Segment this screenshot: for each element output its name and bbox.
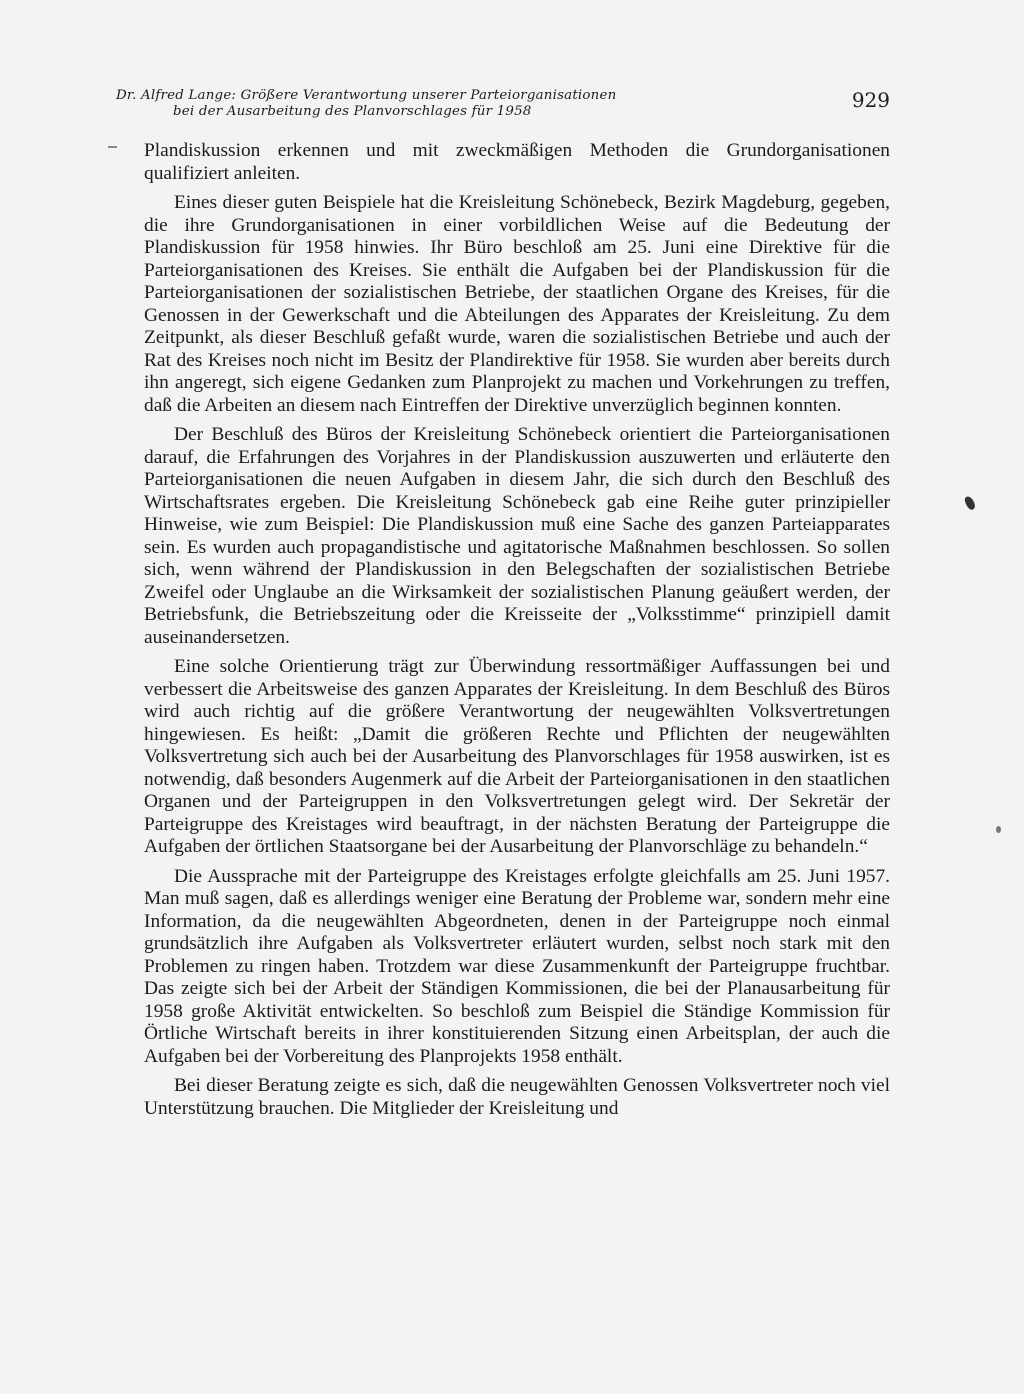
paragraph: Eines dieser guten Beispiele hat die Kreisleitung Schönebeck, Bezirk Magdeburg, gegeben, die ihre Grundorganisationen in einer vorbildlichen Weise auf die Bedeutung der Plandiskussion für 1958 hinwies. Ihr Büro beschloß am 25. Juni eine Direktive für die Parteiorganisationen des Kreises. Sie enthält die Aufgaben bei der Plandiskussion für die Parteiorganisationen der sozialistischen Betriebe, der staatlichen Organe des Kreises, für die Genossen in der Gewerkschaft und die Abteilungen des Apparates der Kreisleitung. Zu dem Zeitpunkt, als dieser Beschluß gefaßt wurde, waren die sozialistischen Betriebe und auch der Rat des Kreises noch nicht im Besitz der Plandirektive für 1958. Sie wurden aber bereits durch ihn angeregt, sich eigene Gedanken zum Planprojekt zu machen und Vorkehrungen zu treffen, daß die Arbeiten an diesem nach Eintreffen der Direktive unverzüglich beginnen konnten. [144,192,890,416]
paragraph: Die Aussprache mit der Parteigruppe des Kreistages erfolgte gleichfalls am 25. Juni 1957. Man muß sagen, daß es allerdings weniger eine Beratung der Probleme war, sondern mehr eine Information, da die neugewählten Abgeordneten, denen in der Parteigruppe noch einmal grundsätzlich ihre Aufgaben als Volksvertreter erläutert wurden, selbst noch stark mit den Problemen zu ringen haben. Trotzdem war diese Zusammenkunft der Parteigruppe fruchtbar. Das zeigte sich bei der Arbeit der Ständigen Kommissionen, die bei der Planausarbeitung für 1958 große Aktivität entwickelten. So beschloß zum Beispiel die Ständige Kommission für Örtliche Wirtschaft bereits in ihrer konstituierenden Sitzung einen Arbeitsplan, der auch die Aufgaben bei der Vorbereitung des Planprojekts 1958 enthält. [144,865,890,1067]
paragraph: Bei dieser Beratung zeigte es sich, daß die neugewählten Genossen Volksvertreter noch viel Unterstützung brauchen. Die Mitglieder der Kreisleitung und [144,1075,890,1119]
page-number: 929 [851,88,890,112]
paragraph: Plandiskussion erkennen und mit zweckmäßigen Methoden die Grundorganisationen qualifiziert anleiten. [144,140,890,184]
running-title-line-1: Dr. Alfred Lange: Größere Verantwortung unserer Parteiorganisationen [116,88,617,103]
running-title-line-2: bei der Ausarbeitung des Planvorschlages für 1958 [173,104,532,119]
ink-speck [963,495,976,511]
scan-mark [108,146,117,148]
ink-speck-small [996,826,1001,833]
paragraph: Eine solche Orientierung trägt zur Überwindung ressortmäßiger Auffassungen bei und verbessert die Arbeitsweise des ganzen Apparates der Kreisleitung. In dem Beschluß des Büros wird auch richtig auf die größere Verantwortung der neugewählten Volksvertretungen hingewiesen. Es heißt: „Damit die größeren Rechte und Pflichten der neugewählten Volksvertretung sich auch bei der Ausarbeitung des Planvorschlages für 1958 auswirken, ist es notwendig, daß besonders Augenmerk auf die Arbeit der Parteiorganisationen in den staatlichen Organen und der Parteigruppen in den Volksvertretungen gelegt wird. Der Sekretär der Parteigruppe des Kreistages wird beauftragt, in der nächsten Beratung der Parteigruppe die Aufgaben der örtlichen Staatsorgane bei der Ausarbeitung der Planvorschläge zu behandeln.“ [144,656,890,857]
page-header [116,88,896,120]
body-text [144,140,890,1127]
running-title [116,88,776,120]
paragraph: Der Beschluß des Büros der Kreisleitung Schönebeck orientiert die Parteiorganisationen darauf, die Erfahrungen des Vorjahres in der Plandiskussion auszuwerten und erläuterte den Parteiorganisationen die neuen Aufgaben in diesem Jahr, die sich durch den Beschluß des Wirtschaftsrates ergeben. Die Kreisleitung Schönebeck gab eine Reihe guter prinzipieller Hinweise, wie zum Beispiel: Die Plandiskussion muß eine Sache des ganzen Parteiapparates sein. Es wurden auch propagandistische und agitatorische Maßnahmen beschlossen. So sollen sich, wenn während der Plandiskussion in den Belegschaften der sozialistischen Betriebe Zweifel oder Unglaube an die Wirksamkeit der sozialistischen Planung geäußert werden, der Betriebsfunk, die Betriebszeitung oder die Kreisseite der „Volksstimme“ prinzipiell damit auseinandersetzen. [144,424,890,648]
